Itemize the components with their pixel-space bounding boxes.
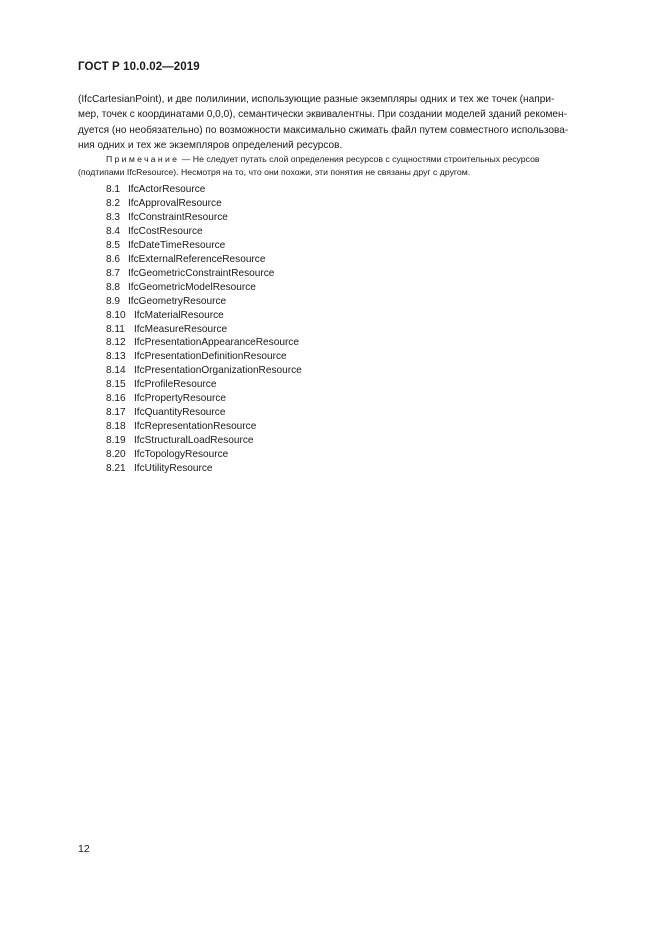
- list-item-name: IfcGeometryResource: [128, 295, 227, 307]
- list-item: [106, 197, 302, 211]
- list-item-name: IfcTopologyResource: [134, 449, 229, 461]
- list-item: [106, 183, 302, 197]
- note-label: Примечание: [106, 154, 180, 164]
- list-item-number: 8.10: [106, 309, 126, 321]
- list-item-number: 8.1: [106, 184, 121, 195]
- note-text: — Не следует путать слой определения ресурсов с сущностями строительных ресурсов: [179, 154, 540, 164]
- note-line: (подтипами IfcResource). Несмотря на то, что они похожи, эти понятия не связаны друг с другом.: [78, 167, 471, 177]
- list-item: [106, 448, 302, 462]
- list-item-name: IfcDateTimeResource: [128, 239, 226, 251]
- list-item-name: IfcQuantityResource: [134, 407, 226, 419]
- list-item-number: 8.8: [106, 281, 121, 293]
- list-item-name: IfcPresentationOrganizationResource: [134, 365, 302, 377]
- list-item-number: 8.18: [106, 421, 126, 433]
- list-item-number: 8.21: [106, 463, 126, 475]
- paragraph-line: (IfcCartesianPoint), и две полилинии, использующие разные экземпляры одних и тех же точек (напри-: [78, 94, 555, 105]
- list-item-number: 8.6: [106, 253, 121, 265]
- list-item: [106, 378, 302, 392]
- list-item-name: IfcCostResource: [128, 225, 203, 237]
- list-item-number: 8.4: [106, 225, 121, 237]
- note-block: [78, 153, 614, 179]
- list-item: [106, 392, 302, 406]
- document-header: ГОСТ Р 10.0.02—2019: [78, 61, 200, 73]
- list-item: [106, 267, 302, 281]
- list-item: [106, 239, 302, 253]
- list-item-number: 8.16: [106, 393, 126, 405]
- list-item-name: IfcUtilityResource: [134, 463, 213, 475]
- list-item: [106, 323, 302, 337]
- list-item-name: IfcPresentationDefinitionResource: [134, 351, 287, 363]
- body-paragraph: [78, 92, 612, 153]
- list-item-name: IfcGeometricModelResource: [128, 281, 256, 293]
- list-item-number: 8.19: [106, 435, 126, 447]
- list-item: [106, 434, 302, 448]
- list-item-number: 8.11: [106, 323, 125, 335]
- resource-list: [106, 183, 302, 476]
- paragraph-line: дуется (но необязательно) по возможности максимально сжимать файл путем совместного использова-: [78, 124, 569, 136]
- list-item-name: IfcPropertyResource: [134, 393, 227, 405]
- list-item-name: IfcConstraintResource: [128, 211, 228, 223]
- list-item-number: 8.20: [106, 449, 126, 461]
- list-item-number: 8.7: [106, 267, 121, 279]
- list-item-number: 8.15: [106, 379, 126, 391]
- list-item-number: 8.5: [106, 239, 121, 251]
- list-item: [106, 364, 302, 378]
- list-item-name: IfcMeasureResource: [134, 323, 228, 335]
- list-item-number: 8.2: [106, 197, 121, 209]
- list-item-number: 8.9: [106, 295, 121, 307]
- list-item: [106, 406, 302, 420]
- list-item-name: IfcRepresentationResource: [134, 421, 257, 433]
- page-number: 12: [78, 843, 90, 855]
- list-item-name: IfcGeometricConstraintResource: [128, 267, 275, 279]
- list-item: [106, 281, 302, 295]
- list-item: [106, 462, 302, 476]
- list-item-number: 8.13: [106, 351, 126, 363]
- note-line: [78, 153, 614, 166]
- list-item: [106, 336, 302, 350]
- list-item-number: 8.17: [106, 407, 126, 419]
- list-item: [106, 309, 302, 323]
- paragraph-line: ния одних и тех же экземпляров определений ресурсов.: [78, 139, 343, 151]
- list-item-number: 8.3: [106, 211, 121, 223]
- list-item-number: 8.14: [106, 365, 126, 377]
- list-item: [106, 225, 302, 239]
- list-item-name: IfcMaterialResource: [134, 309, 224, 321]
- list-item: [106, 350, 302, 364]
- list-item: [106, 253, 302, 267]
- list-item-name: IfcActorResource: [128, 184, 206, 195]
- list-item-number: 8.12: [106, 337, 126, 349]
- list-item-name: IfcPresentationAppearanceResource: [134, 337, 299, 349]
- list-item-name: IfcProfileResource: [134, 379, 217, 391]
- list-item-name: IfcStructuralLoadResource: [134, 435, 254, 447]
- list-item: [106, 420, 302, 434]
- paragraph-line: мер, точек с координатами 0,0,0), семантически эквивалентны. При создании моделей зданий рекомен-: [78, 109, 567, 121]
- list-item-name: IfcApprovalResource: [128, 197, 222, 209]
- list-item: [106, 295, 302, 309]
- list-item-name: IfcExternalReferenceResource: [128, 253, 266, 265]
- list-item: [106, 211, 302, 225]
